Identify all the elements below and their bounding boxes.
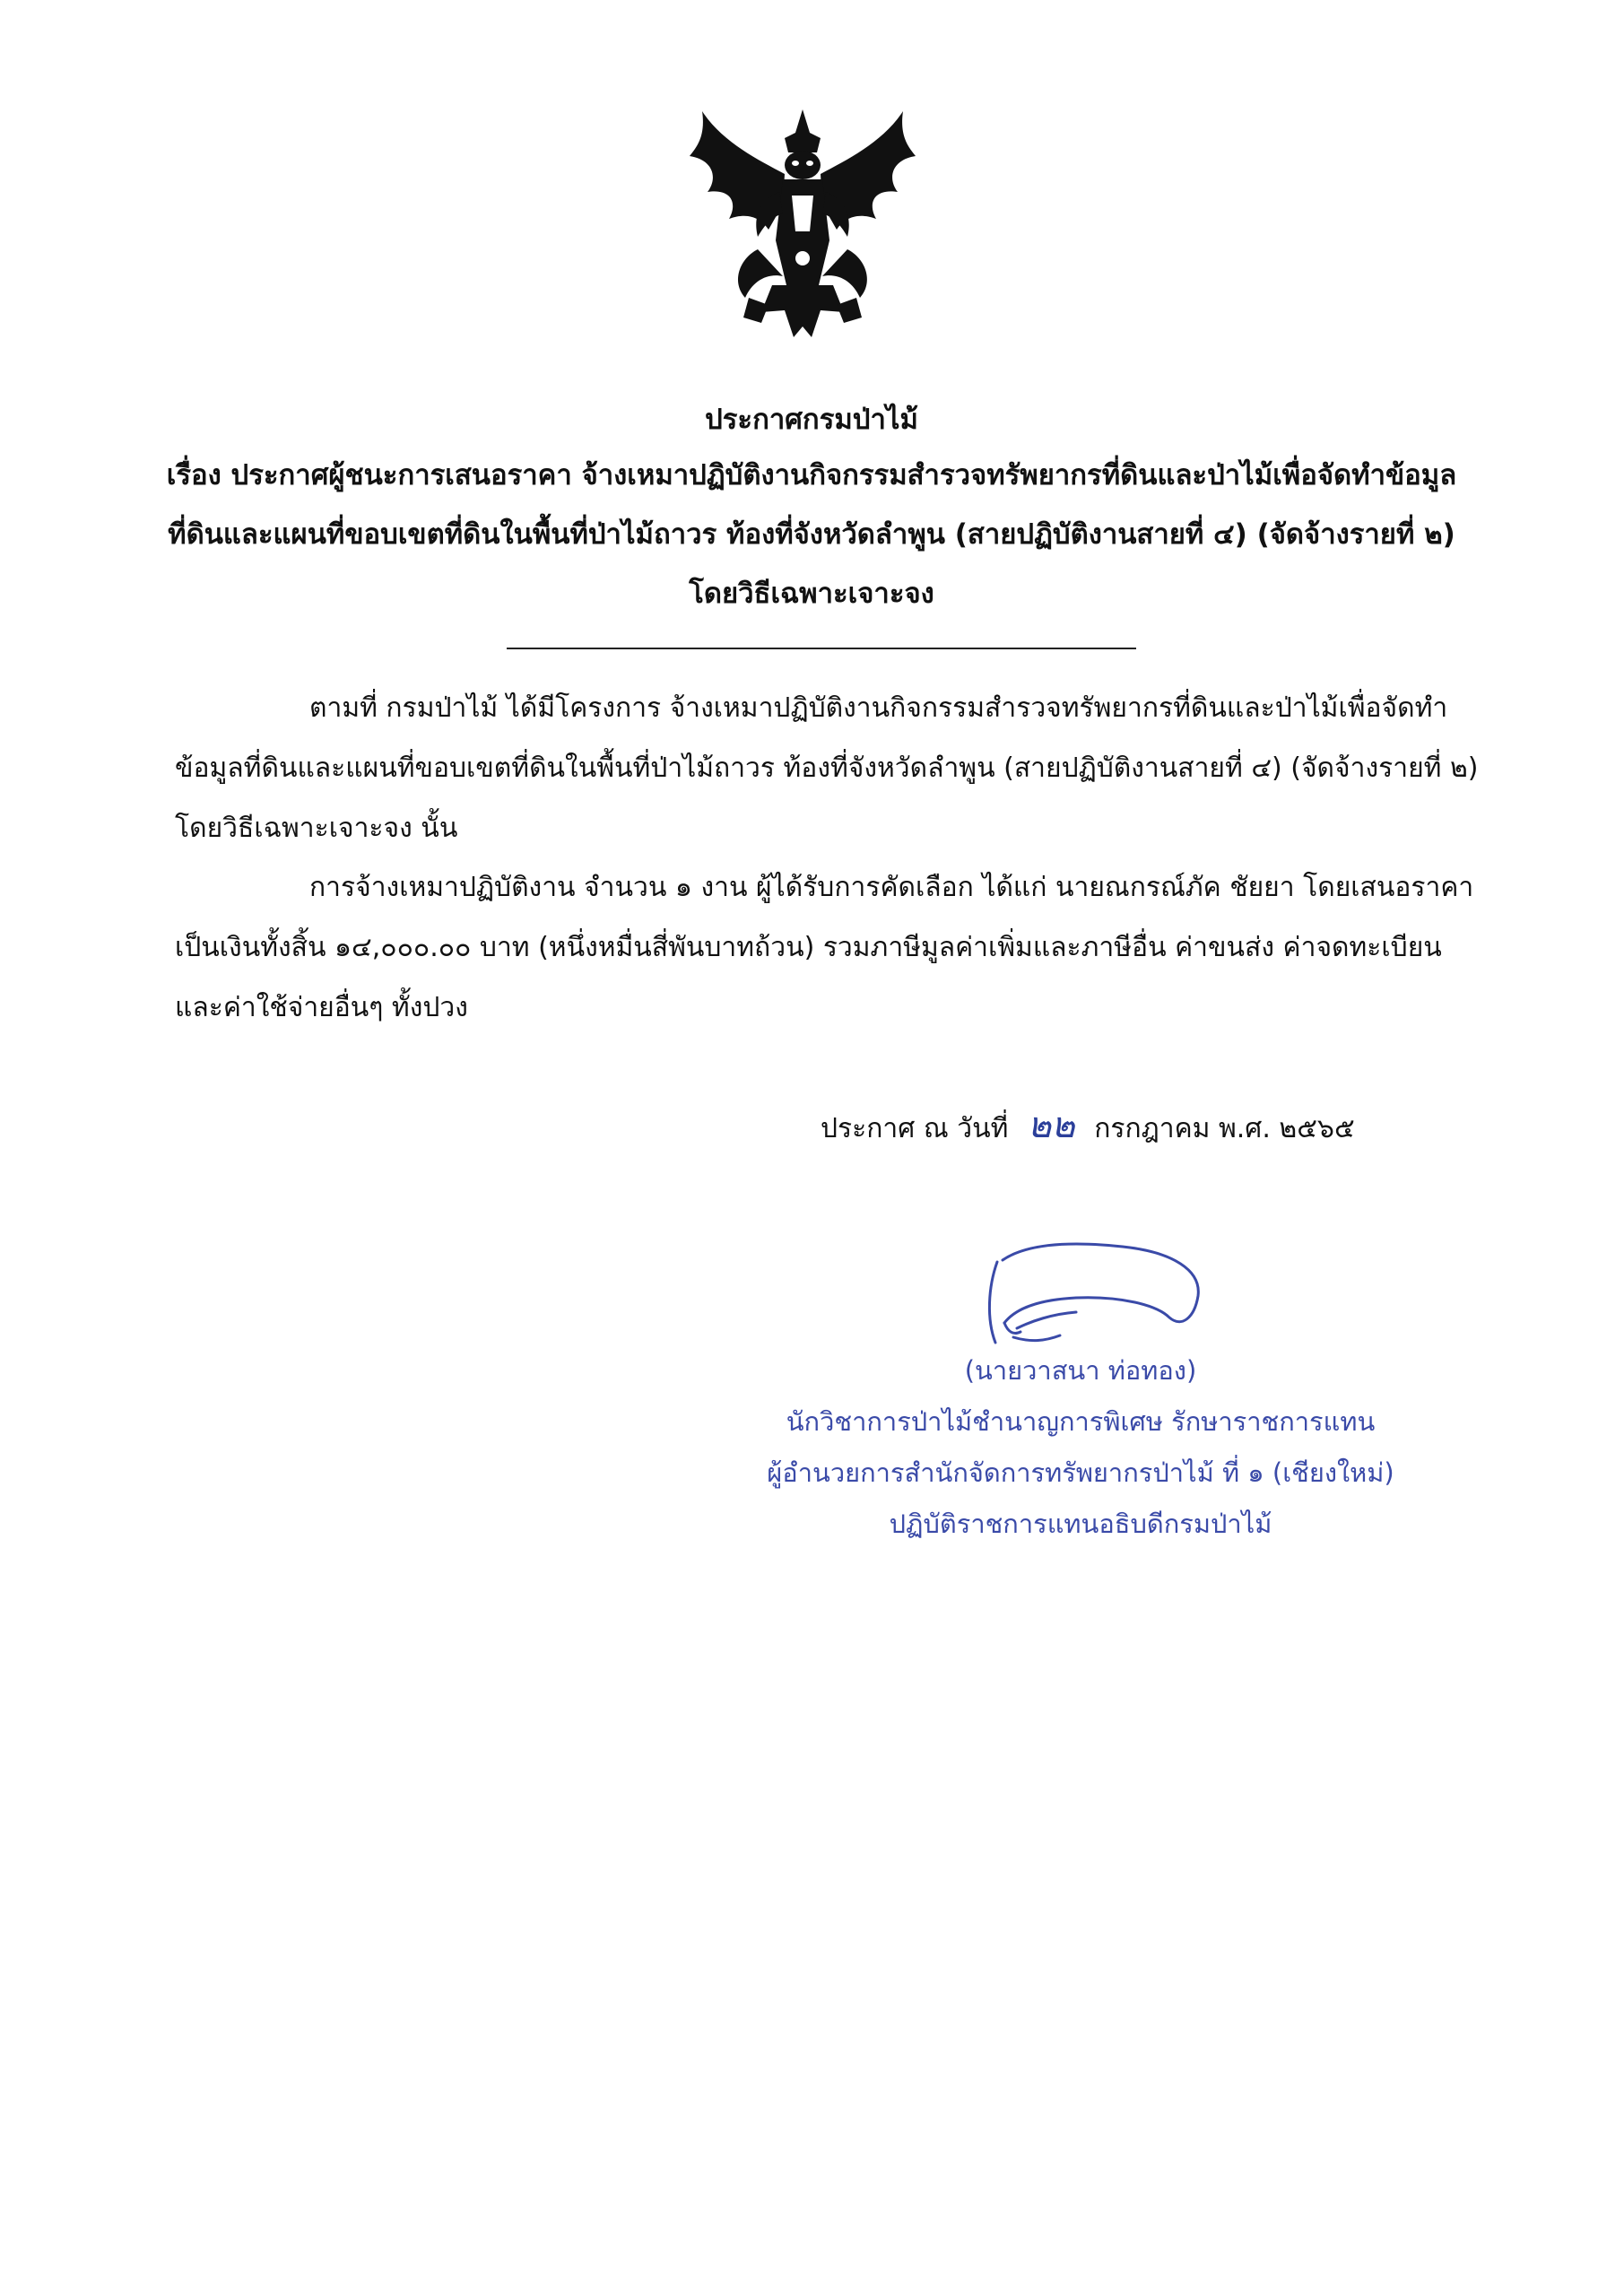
- paragraph-line: และค่าใช้จ่ายอื่นๆ ทั้งปวง: [175, 992, 468, 1023]
- signatory-position: ผู้อำนวยการสำนักจัดการทรัพยากรป่าไม้ ที่ ๑ (เชียงใหม่): [767, 1457, 1394, 1488]
- signatory-block: [699, 1352, 1462, 1557]
- paragraph-line: การจ้างเหมาปฏิบัติงาน จำนวน ๑ งาน ผู้ได้รับการคัดเลือก ได้แก่ นายณกรณ์ภัค ชัยยา โดยเสนอราคา: [309, 872, 1474, 903]
- body-paragraph-1: [175, 691, 1479, 871]
- announcement-subject: [135, 457, 1489, 635]
- signatory-position: ปฏิบัติราชการแทนอธิบดีกรมป่าไม้: [889, 1509, 1272, 1539]
- announcement-date: [821, 1105, 1355, 1147]
- announcement-title: ประกาศกรมป่าไม้: [705, 404, 918, 436]
- paragraph-line: ตามที่ กรมป่าไม้ ได้มีโครงการ จ้างเหมาปฏิบัติงานกิจกรรมสำรวจทรัพยากรที่ดินและป่าไม้เพื่อจัดทำ: [309, 692, 1448, 724]
- body-paragraph-2: [175, 870, 1474, 1050]
- date-day-handwritten: ๒๒: [1027, 1105, 1075, 1146]
- paragraph-line: โดยวิธีเฉพาะเจาะจง นั้น: [175, 813, 458, 844]
- divider-line: [507, 648, 1136, 649]
- subject-line: เรื่อง ประกาศผู้ชนะการเสนอราคา จ้างเหมาปฏิบัติงานกิจกรรมสำรวจทรัพยากรที่ดินและป่าไม้เพื่อจัดทำข้อมูล: [166, 459, 1457, 491]
- date-month-year: กรกฎาคม พ.ศ. ๒๕๖๕: [1094, 1113, 1355, 1144]
- paragraph-line: ข้อมูลที่ดินและแผนที่ขอบเขตที่ดินในพื้นที่ป่าไม้ถาวร ท้องที่จังหวัดลำพูน (สายปฏิบัติงานสายที่ ๔) (จัดจ้างรายที่ ๒): [175, 752, 1479, 784]
- signatory-position: นักวิชาการป่าไม้ชำนาญการพิเศษ รักษาราชการแทน: [786, 1406, 1376, 1437]
- paragraph-line: เป็นเงินทั้งสิ้น ๑๔,๐๐๐.๐๐ บาท (หนึ่งหมื่นสี่พันบาทถ้วน) รวมภาษีมูลค่าเพิ่มและภาษีอื่น ค่าขนส่ง ค่าจดทะเบียน: [175, 932, 1442, 963]
- subject-line: โดยวิธีเฉพาะเจาะจง: [689, 578, 934, 610]
- garuda-emblem-icon: [686, 106, 919, 348]
- date-prefix: ประกาศ ณ วันที่: [821, 1113, 1009, 1144]
- subject-line: ที่ดินและแผนที่ขอบเขตที่ดินในพื้นที่ป่าไม้ถาวร ท้องที่จังหวัดลำพูน (สายปฏิบัติงานสายที่ ๔) (จัดจ้างรายที่ ๒): [168, 518, 1455, 551]
- signatory-name: (นายวาสนา ท่อทอง): [964, 1355, 1197, 1386]
- handwritten-signature-icon: [977, 1242, 1211, 1368]
